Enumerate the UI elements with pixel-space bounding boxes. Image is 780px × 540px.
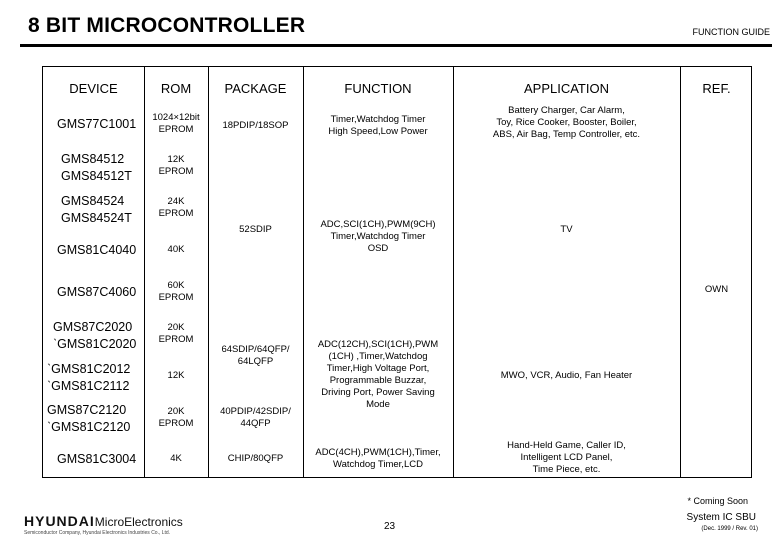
device-cell: GMS81C4040 <box>57 242 137 257</box>
application-cell: Hand-Held Game, Caller ID, Intelligent LCD Panel, Time Piece, etc. <box>507 440 626 475</box>
function-cell: Timer,Watchdog Timer High Speed,Low Power <box>328 114 428 137</box>
column-header-device: DEVICE <box>69 80 118 96</box>
page-number: 23 <box>384 521 396 532</box>
application-cell: TV <box>560 224 573 235</box>
column-header-rom: ROM <box>160 80 192 96</box>
function-cell: ADC(12CH),SCI(1CH),PWM (1CH) ,Timer,Watchdog Timer,High Voltage Port, Programmable Buzzar, Driving Port, Power Saving Mode <box>317 339 439 410</box>
device-cell: GMS84512 GMS84512T <box>61 152 132 183</box>
title-rule <box>20 44 772 47</box>
device-cell: GMS77C1001 <box>57 116 137 131</box>
function-cell: ADC(4CH),PWM(1CH),Timer, Watchdog Timer,LCD <box>315 447 441 470</box>
column-header-package: PACKAGE <box>224 80 287 96</box>
column-header-ref: REF. <box>702 80 731 96</box>
column-header-application: APPLICATION <box>523 80 609 96</box>
logo-sub-brand: MicroElectronics <box>94 515 183 529</box>
application-cell: Battery Charger, Car Alarm, Toy, Rice Cooker, Booster, Boiler, ABS, Air Bag, Temp Controller, etc. <box>492 105 641 140</box>
product-table <box>42 66 752 478</box>
rom-cell: 20K EPROM <box>158 322 194 345</box>
company-logo <box>24 513 184 536</box>
device-cell: ˋGMS81C2012 ˋGMS81C2112 <box>47 362 131 393</box>
footnote: * Coming Soon <box>687 496 748 506</box>
rom-cell: 20K EPROM <box>158 406 194 429</box>
division-label: System IC SBU <box>686 512 756 523</box>
revision-date: (Dec. 1999 / Rev. 01) <box>701 526 758 532</box>
ref-cell: OWN <box>704 284 729 295</box>
device-cell: GMS87C2020 ˋGMS81C2020 <box>53 320 137 351</box>
rom-cell: 1024×12bit EPROM <box>152 112 200 135</box>
package-cell: CHIP/80QFP <box>227 453 284 464</box>
section-label: FUNCTION GUIDE <box>692 27 770 37</box>
package-cell: 18PDIP/18SOP <box>222 120 289 131</box>
device-cell: GMS87C4060 <box>57 284 137 299</box>
rom-cell: 4K <box>170 453 182 464</box>
package-cell: 64SDIP/64QFP/ 64LQFP <box>221 344 290 367</box>
logo-main: HYUNDAI <box>24 513 95 529</box>
column-divider <box>680 67 681 477</box>
rom-cell: 12K <box>167 370 185 381</box>
package-cell: 40PDIP/42SDIP/ 44QFP <box>220 406 291 429</box>
rom-cell: 40K <box>167 244 185 255</box>
rom-cell: 24K EPROM <box>158 196 194 219</box>
device-cell: GMS81C3004 <box>57 451 137 466</box>
device-cell: GMS87C2120 ˋGMS81C2120 <box>47 403 131 434</box>
rom-cell: 60K EPROM <box>158 280 194 303</box>
device-cell: GMS84524 GMS84524T <box>61 194 132 225</box>
package-cell: 52SDIP <box>239 224 272 235</box>
page-title: 8 BIT MICROCONTROLLER <box>28 14 306 37</box>
column-header-function: FUNCTION <box>344 80 412 96</box>
rom-cell: 12K EPROM <box>158 154 194 177</box>
function-cell: ADC,SCI(1CH),PWM(9CH) Timer,Watchdog Timer OSD <box>320 219 436 254</box>
logo-tagline: Semiconductor Company, Hyundai Electronics Industries Co., Ltd. <box>24 530 171 536</box>
application-cell: MWO, VCR, Audio, Fan Heater <box>500 370 633 381</box>
